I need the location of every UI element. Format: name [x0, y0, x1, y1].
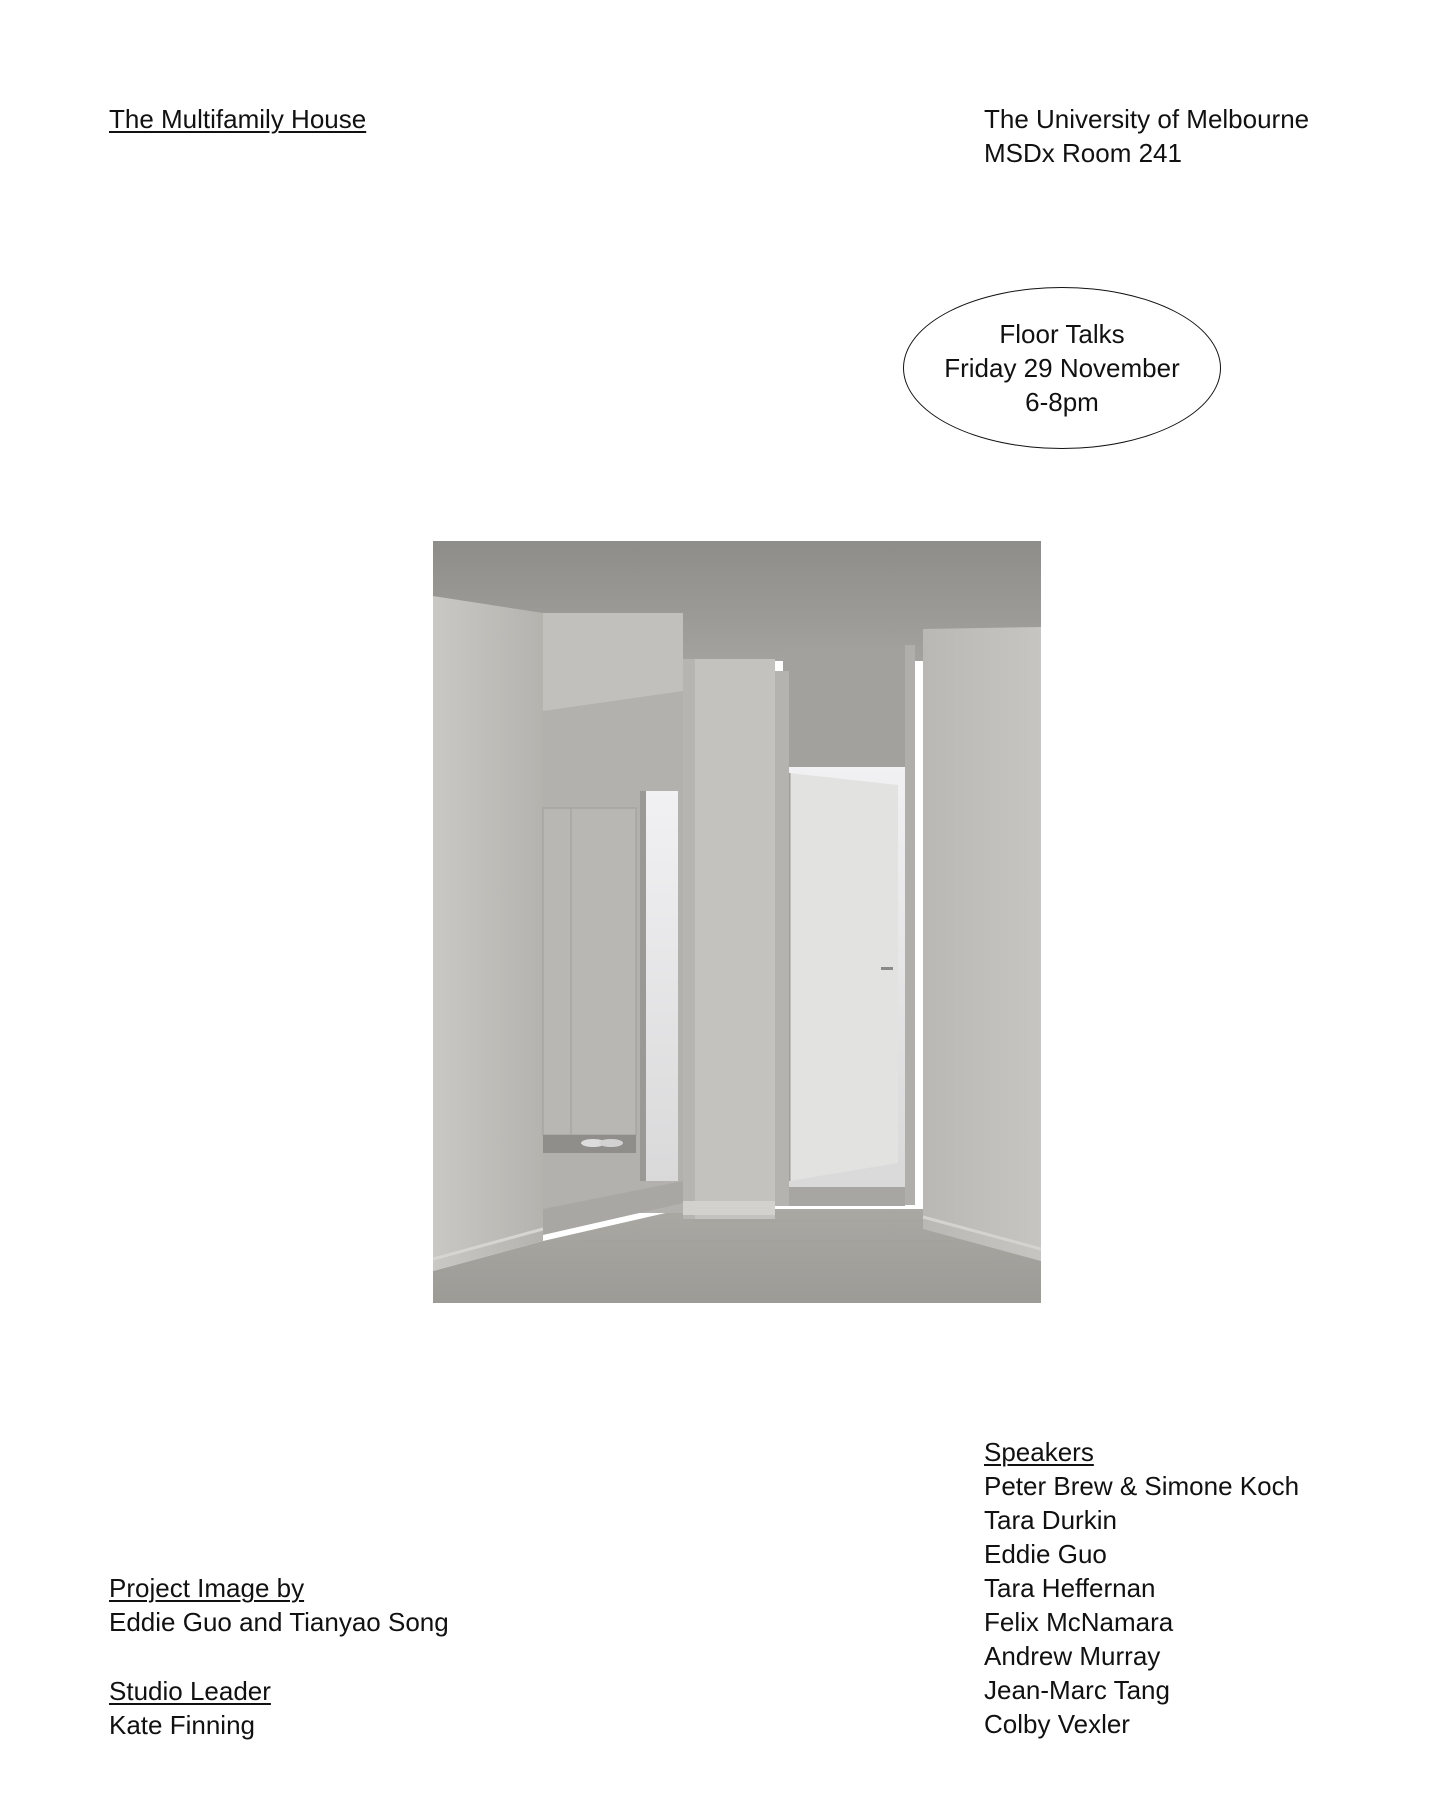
speaker-name: Peter Brew & Simone Koch — [984, 1471, 1300, 1501]
speaker-name: Tara Durkin — [984, 1505, 1117, 1535]
studio-leader-credit — [109, 1674, 271, 1742]
speaker-name: Jean-Marc Tang — [984, 1675, 1170, 1705]
venue-room: MSDx Room 241 — [984, 138, 1182, 168]
event-time: 6-8pm — [1025, 387, 1099, 417]
floor-talks-ellipse — [903, 287, 1221, 449]
speakers-list — [984, 1435, 1299, 1741]
venue-block — [984, 102, 1309, 170]
speaker-name: Eddie Guo — [984, 1539, 1107, 1569]
project-image-names: Eddie Guo and Tianyao Song — [109, 1607, 449, 1637]
speaker-name: Colby Vexler — [984, 1709, 1130, 1739]
speaker-name: Felix McNamara — [984, 1607, 1174, 1637]
studio-leader-heading: Studio Leader — [109, 1676, 271, 1706]
studio-leader-name: Kate Finning — [109, 1710, 255, 1740]
speaker-name: Tara Heffernan — [984, 1573, 1156, 1603]
poster-title: The Multifamily House — [109, 104, 367, 134]
project-image-heading: Project Image by — [109, 1573, 305, 1603]
speakers-heading: Speakers — [984, 1437, 1094, 1467]
project-image-credit — [109, 1571, 449, 1639]
event-date: Friday 29 November — [944, 353, 1180, 383]
project-image — [433, 541, 1041, 1303]
venue-university: The University of Melbourne — [984, 104, 1310, 134]
event-name: Floor Talks — [999, 319, 1125, 349]
speaker-name: Andrew Murray — [984, 1641, 1161, 1671]
